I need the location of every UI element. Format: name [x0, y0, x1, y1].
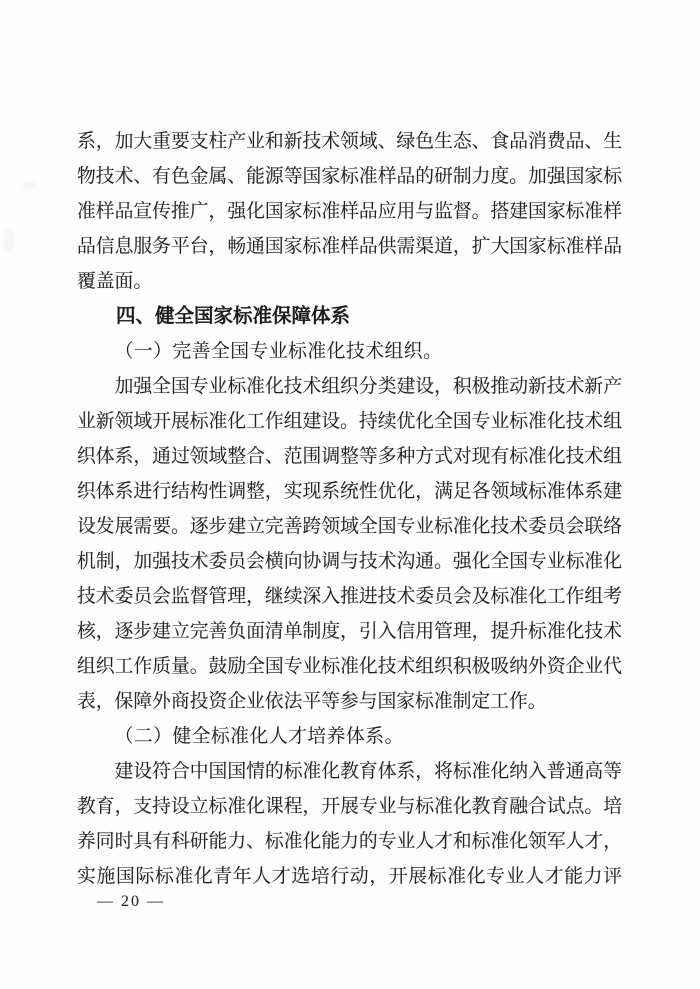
- paragraph: [77, 369, 622, 719]
- scan-smudge: [4, 228, 14, 254]
- text-line: 覆盖面。: [77, 271, 153, 292]
- text-line: 表，保障外商投资企业依法平等参与国家标准制定工作。: [77, 691, 547, 712]
- text-line: 物技术、有色金属、能源等国家标准样品的研制力度。加强国家标: [77, 166, 622, 187]
- text-line: 核，逐步建立完善负面清单制度，引入信用管理，提升标准化技术: [77, 621, 622, 642]
- subsection-heading-1: （一）完善全国专业标准化技术组织。: [114, 341, 443, 362]
- text-line: 实施国际标准化青年人才选培行动，开展标准化专业人才能力评: [77, 866, 622, 887]
- section-heading: 四、健全国家标准保障体系: [116, 305, 351, 327]
- text-line: 织体系进行结构性调整，实现系统性优化，满足各领域标准体系建: [77, 481, 622, 502]
- text-line: 织体系，通过领域整合、范围调整等多种方式对现有标准化技术组: [77, 446, 622, 467]
- text-line: 养同时具有科研能力、标准化能力的专业人才和标准化领军人才，: [77, 831, 622, 852]
- text-line: 系，加大重要支柱产业和新技术领域、绿色生态、食品消费品、生: [77, 131, 622, 152]
- text-line: 设发展需要。逐步建立完善跨领域全国专业标准化技术委员会联络: [77, 516, 622, 537]
- page-content: [77, 124, 622, 894]
- subsection-heading-2: （二）健全标准化人才培养体系。: [114, 726, 404, 747]
- text-line: 业新领域开展标准化工作组建设。持续优化全国专业标准化技术组: [77, 411, 622, 432]
- page-number: — 20 —: [97, 893, 165, 910]
- text-line: 建设符合中国国情的标准化教育体系，将标准化纳入普通高等: [114, 761, 622, 782]
- text-line: 组织工作质量。鼓励全国专业标准化技术组织积极吸纳外资企业代: [77, 656, 622, 677]
- text-line: 技术委员会监督管理，继续深入推进技术委员会及标准化工作组考: [77, 586, 622, 607]
- scan-smudge: [22, 182, 38, 189]
- text-line: 教育，支持设立标准化课程，开展专业与标准化教育融合试点。培: [77, 796, 622, 817]
- text-line: 机制，加强技术委员会横向协调与技术沟通。强化全国专业标准化: [77, 551, 622, 572]
- text-line: 品信息服务平台，畅通国家标准样品供需渠道，扩大国家标准样品: [77, 236, 622, 257]
- paragraph: [77, 754, 622, 894]
- paragraph-continuation: [77, 124, 622, 299]
- text-line: 准样品宣传推广，强化国家标准样品应用与监督。搭建国家标准样: [77, 201, 622, 222]
- text-line: 加强全国专业标准化技术组织分类建设，积极推动新技术新产: [114, 376, 622, 397]
